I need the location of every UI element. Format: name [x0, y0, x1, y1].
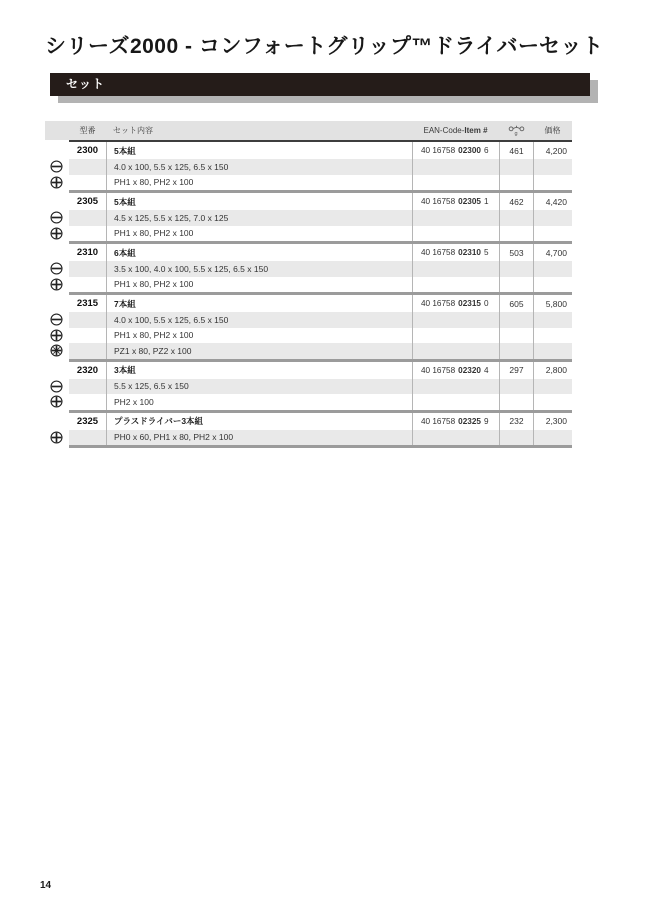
table-header-row — [45, 121, 572, 140]
bit-sizes: PH2 x 100 — [106, 394, 412, 410]
bit-type-gutter — [45, 312, 69, 328]
price-value: 4,420 — [533, 193, 572, 210]
set-contents-row — [45, 277, 572, 293]
product-row — [45, 142, 572, 159]
ean-header-bold: Item # — [464, 126, 488, 135]
contents-column-header: セット内容 — [113, 126, 153, 135]
ean-prefix: 40 16758 — [421, 146, 456, 155]
bit-type-gutter — [45, 394, 69, 410]
model-number: 2310 — [76, 247, 99, 258]
bit-sizes: PZ1 x 80, PZ2 x 100 — [106, 343, 412, 359]
bit-sizes: PH1 x 80, PH2 x 100 — [106, 175, 412, 191]
set-name: プラスドライバー3本組 — [106, 413, 412, 430]
ean-item-number: 02310 — [458, 248, 481, 257]
price-value: 4,200 — [533, 142, 572, 159]
ean-code — [412, 413, 499, 430]
slotted-icon — [50, 160, 63, 173]
model-number: 2325 — [76, 415, 99, 427]
model-number: 2300 — [76, 145, 99, 156]
product-row — [45, 413, 572, 430]
set-contents-row — [45, 159, 572, 175]
bit-type-gutter — [45, 175, 69, 191]
phillips-icon — [50, 176, 63, 189]
bit-type-gutter — [45, 193, 69, 210]
bit-sizes: PH0 x 60, PH1 x 80, PH2 x 100 — [106, 430, 412, 446]
set-name: 5本組 — [106, 193, 412, 210]
bit-type-gutter — [45, 362, 69, 379]
price-value: 4,700 — [533, 244, 572, 261]
slotted-icon — [50, 211, 63, 224]
bit-type-gutter — [45, 226, 69, 242]
slotted-icon — [50, 313, 63, 326]
ean-check-digit: 9 — [483, 416, 489, 426]
product-group — [45, 142, 572, 193]
ean-check-digit: 0 — [483, 299, 489, 308]
page-title: シリーズ2000 - コンフォートグリップ™ドライバーセット — [45, 35, 604, 58]
model-number: 2320 — [76, 364, 99, 376]
set-contents-row — [45, 226, 572, 242]
ean-check-digit: 6 — [483, 146, 489, 155]
price-value: 2,800 — [533, 362, 572, 379]
product-row — [45, 295, 572, 312]
set-name: 3本組 — [106, 362, 412, 379]
ean-item-number: 02320 — [458, 365, 481, 375]
bit-type-gutter — [45, 413, 69, 430]
set-contents-row — [45, 343, 572, 359]
weight-value: 461 — [499, 142, 533, 159]
bit-type-gutter — [45, 328, 69, 344]
bit-type-gutter — [45, 244, 69, 261]
set-name: 6本組 — [106, 244, 412, 261]
ean-code — [412, 362, 499, 379]
bit-type-gutter — [45, 430, 69, 446]
weight-unit-label: g — [514, 130, 518, 137]
weight-column-header — [499, 121, 533, 140]
ean-item-number: 02300 — [458, 146, 481, 155]
weight-value: 503 — [499, 244, 533, 261]
group-separator — [69, 445, 572, 448]
price-value: 2,300 — [533, 413, 572, 430]
product-group — [45, 295, 572, 362]
slotted-icon — [50, 262, 63, 275]
ean-code — [412, 244, 499, 261]
ean-check-digit: 1 — [483, 197, 489, 206]
bit-type-gutter — [45, 210, 69, 226]
set-contents-row — [45, 328, 572, 344]
bit-type-gutter — [45, 159, 69, 175]
slotted-icon — [50, 380, 63, 393]
section-label: セット — [66, 77, 106, 91]
price-value: 5,800 — [533, 295, 572, 312]
ean-item-number: 02325 — [458, 416, 481, 426]
ean-prefix: 40 16758 — [421, 365, 456, 375]
bit-type-gutter — [45, 343, 69, 359]
ean-prefix: 40 16758 — [421, 248, 456, 257]
phillips-icon — [50, 329, 63, 342]
ean-prefix: 40 16758 — [421, 197, 456, 206]
bit-sizes: PH1 x 80, PH2 x 100 — [106, 277, 412, 293]
set-contents-row — [45, 430, 572, 446]
product-group — [45, 244, 572, 295]
bit-sizes: PH1 x 80, PH2 x 100 — [106, 226, 412, 242]
product-group — [45, 413, 572, 449]
bit-sizes: 4.0 x 100, 5.5 x 125, 6.5 x 150 — [106, 312, 412, 328]
product-table — [45, 121, 572, 448]
bit-sizes: 4.5 x 125, 5.5 x 125, 7.0 x 125 — [106, 210, 412, 226]
bit-sizes: PH1 x 80, PH2 x 100 — [106, 328, 412, 344]
weight-value: 297 — [499, 362, 533, 379]
ean-prefix: 40 16758 — [421, 416, 456, 426]
weight-value: 462 — [499, 193, 533, 210]
product-row — [45, 244, 572, 261]
ean-column-header — [412, 121, 499, 140]
bit-type-gutter — [45, 277, 69, 293]
bit-type-gutter — [45, 261, 69, 277]
bit-type-gutter — [45, 379, 69, 395]
phillips-icon — [50, 227, 63, 240]
bit-sizes: 3.5 x 100, 4.0 x 100, 5.5 x 125, 6.5 x 150 — [106, 261, 412, 277]
page-number: 14 — [40, 880, 52, 891]
model-number: 2305 — [76, 196, 99, 207]
price-column-header: 価格 — [544, 126, 561, 135]
ean-item-number: 02315 — [458, 299, 481, 308]
ean-prefix: 40 16758 — [421, 299, 456, 308]
section-header-bar — [50, 73, 590, 96]
pozidriv-icon — [50, 344, 63, 357]
set-name: 7本組 — [106, 295, 412, 312]
ean-code — [412, 193, 499, 210]
bit-type-gutter — [45, 142, 69, 159]
model-column-header: 型番 — [79, 126, 96, 135]
set-contents-row — [45, 175, 572, 191]
ean-code — [412, 142, 499, 159]
product-row — [45, 362, 572, 379]
product-group — [45, 193, 572, 244]
set-contents-row — [45, 394, 572, 410]
bit-type-gutter-header — [45, 121, 69, 140]
bit-sizes: 5.5 x 125, 6.5 x 150 — [106, 379, 412, 395]
bit-sizes: 4.0 x 100, 5.5 x 125, 6.5 x 150 — [106, 159, 412, 175]
phillips-icon — [50, 278, 63, 291]
weight-value: 232 — [499, 413, 533, 430]
set-name: 5本組 — [106, 142, 412, 159]
ean-code — [412, 295, 499, 312]
weight-value: 605 — [499, 295, 533, 312]
ean-item-number: 02305 — [458, 197, 481, 206]
set-contents-row — [45, 261, 572, 277]
product-group — [45, 362, 572, 413]
ean-check-digit: 4 — [483, 365, 489, 375]
ean-header-prefix: EAN-Code- — [423, 126, 465, 135]
set-contents-row — [45, 210, 572, 226]
ean-check-digit: 5 — [483, 248, 489, 257]
phillips-icon — [50, 431, 63, 444]
phillips-icon — [50, 395, 63, 408]
set-contents-row — [45, 379, 572, 395]
set-contents-row — [45, 312, 572, 328]
product-row — [45, 193, 572, 210]
bit-type-gutter — [45, 295, 69, 312]
model-number: 2315 — [76, 298, 99, 309]
